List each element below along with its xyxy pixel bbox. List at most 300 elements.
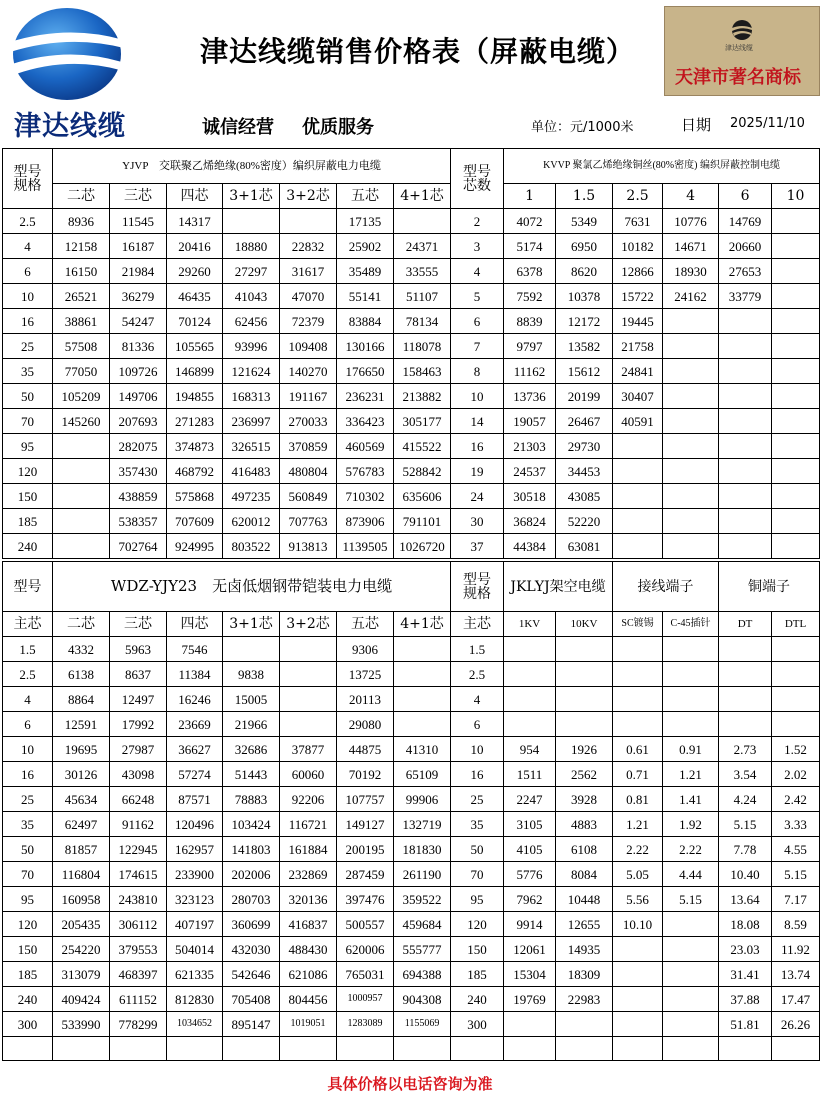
rb-spec-cell: 16 (451, 762, 504, 787)
kvvp-cores-cell: 7 (451, 334, 504, 359)
kvvp-price-cell (613, 459, 663, 484)
rb-price-cell (719, 662, 772, 687)
yjvp-price-cell: 480804 (280, 459, 337, 484)
kvvp-price-cell (772, 384, 820, 409)
wdz-price-cell (280, 637, 337, 662)
yjvp-price-cell: 194855 (167, 384, 223, 409)
rb-price-cell: 2.22 (613, 837, 663, 862)
table-row (3, 737, 820, 762)
wdz-main-core-label: 主芯 (3, 612, 53, 637)
rb-price-cell (772, 662, 820, 687)
wdz-price-cell: 620006 (337, 937, 394, 962)
yjvp-column-header: 四芯 (167, 184, 223, 209)
yjvp-price-cell: 305177 (394, 409, 451, 434)
kvvp-price-cell (613, 434, 663, 459)
wdz-price-cell: 15005 (223, 687, 280, 712)
wdz-price-cell: 23669 (167, 712, 223, 737)
yjvp-price-cell: 326515 (223, 434, 280, 459)
wdz-price-cell: 323123 (167, 887, 223, 912)
wdz-price-cell: 611152 (110, 987, 167, 1012)
yjvp-price-cell: 14317 (167, 209, 223, 234)
table-row (3, 862, 820, 887)
yjvp-price-cell: 57508 (53, 334, 110, 359)
yjvp-price-cell: 26521 (53, 284, 110, 309)
kvvp-column-header: 2.5 (613, 184, 663, 209)
wdz-spec-cell: 50 (3, 837, 53, 862)
rb-price-cell: 4.24 (719, 787, 772, 812)
kvvp-price-cell: 10182 (613, 234, 663, 259)
rb-price-cell (613, 987, 663, 1012)
kvvp-column-header: 4 (663, 184, 719, 209)
yjvp-price-cell: 18880 (223, 234, 280, 259)
rb-price-cell: 10.10 (613, 912, 663, 937)
yjvp-spec-cell: 95 (3, 434, 53, 459)
kvvp-price-cell (663, 484, 719, 509)
yjvp-price-cell: 29260 (167, 259, 223, 284)
wdz-spec-cell: 95 (3, 887, 53, 912)
wdz-price-cell: 16246 (167, 687, 223, 712)
wdz-price-cell: 488430 (280, 937, 337, 962)
wdz-price-cell: 1283089 (337, 1012, 394, 1037)
wdz-column-header: 四芯 (167, 612, 223, 637)
yjvp-price-cell (53, 459, 110, 484)
kvvp-price-cell (663, 309, 719, 334)
yjvp-price-cell: 16150 (53, 259, 110, 284)
table-row (3, 662, 820, 687)
rb-price-cell (663, 912, 719, 937)
kvvp-price-cell (663, 509, 719, 534)
yjvp-price-cell (53, 509, 110, 534)
wdz-price-cell: 13725 (337, 662, 394, 687)
yjvp-price-cell: 528842 (394, 459, 451, 484)
rb-price-cell: 12061 (504, 937, 556, 962)
table-row (3, 334, 820, 359)
rb-spec-cell: 2.5 (451, 662, 504, 687)
empty-cell (663, 1037, 719, 1061)
wdz-column-header: 五芯 (337, 612, 394, 637)
table-row (3, 837, 820, 862)
yjvp-price-cell (53, 434, 110, 459)
rb-price-cell (663, 937, 719, 962)
kvvp-price-cell: 34453 (556, 459, 613, 484)
wdz-spec-cell: 16 (3, 762, 53, 787)
wdz-price-cell: 66248 (110, 787, 167, 812)
rb-price-cell: 8084 (556, 862, 613, 887)
wdz-price-cell: 4332 (53, 637, 110, 662)
wdz-price-cell: 261190 (394, 862, 451, 887)
table-row (3, 987, 820, 1012)
wdz-price-cell: 533990 (53, 1012, 110, 1037)
yjvp-price-cell: 158463 (394, 359, 451, 384)
kvvp-price-cell: 4072 (504, 209, 556, 234)
yjvp-price-cell: 25902 (337, 234, 394, 259)
rb-price-cell: 1.41 (663, 787, 719, 812)
rb-price-cell: 4.55 (772, 837, 820, 862)
table-row (3, 409, 820, 434)
rb-spec-cell: 240 (451, 987, 504, 1012)
kvvp-price-cell: 24537 (504, 459, 556, 484)
rb-price-cell: 3105 (504, 812, 556, 837)
rb-model-label: 型号 (463, 571, 492, 588)
rb-price-cell: 0.71 (613, 762, 663, 787)
wdz-price-cell: 36627 (167, 737, 223, 762)
yjvp-price-cell: 149706 (110, 384, 167, 409)
bottom-price-table (2, 561, 820, 1061)
rb-price-cell: 23.03 (719, 937, 772, 962)
rb-spec-cell: 10 (451, 737, 504, 762)
yjvp-price-cell: 191167 (280, 384, 337, 409)
kvvp-price-cell (719, 334, 772, 359)
wdz-spec-cell: 6 (3, 712, 53, 737)
kvvp-price-cell (719, 434, 772, 459)
yjvp-spec-label: 规格 (13, 177, 42, 194)
yjvp-price-cell: 168313 (223, 384, 280, 409)
kvvp-cores-cell: 10 (451, 384, 504, 409)
rb-price-cell: 10448 (556, 887, 613, 912)
rb-spec-cell: 1.5 (451, 637, 504, 662)
table-row (3, 284, 820, 309)
kvvp-price-cell: 10378 (556, 284, 613, 309)
yjvp-price-cell: 78134 (394, 309, 451, 334)
rb-main-core-label: 主芯 (451, 612, 504, 637)
rb-price-cell (663, 712, 719, 737)
kvvp-price-cell (772, 359, 820, 384)
table-row (3, 887, 820, 912)
rb-price-cell: 5.15 (772, 862, 820, 887)
copper-terminal-title: 铜端子 (719, 562, 820, 612)
yjvp-column-header: 4+1芯 (394, 184, 451, 209)
yjvp-price-cell: 121624 (223, 359, 280, 384)
wdz-price-cell: 120496 (167, 812, 223, 837)
kvvp-price-cell: 33779 (719, 284, 772, 309)
rb-price-cell: 8.59 (772, 912, 820, 937)
wdz-spec-cell: 120 (3, 912, 53, 937)
empty-cell (719, 1037, 772, 1061)
empty-cell (772, 1037, 820, 1061)
yjvp-price-cell: 336423 (337, 409, 394, 434)
kvvp-price-cell: 8620 (556, 259, 613, 284)
wdz-price-cell (394, 637, 451, 662)
rb-price-cell: 22983 (556, 987, 613, 1012)
kvvp-price-cell: 43085 (556, 484, 613, 509)
wdz-price-cell: 459684 (394, 912, 451, 937)
wdz-price-cell: 287459 (337, 862, 394, 887)
yjvp-price-cell: 146899 (167, 359, 223, 384)
wdz-price-cell: 904308 (394, 987, 451, 1012)
rb-price-cell: 1.21 (663, 762, 719, 787)
kvvp-price-cell: 40591 (613, 409, 663, 434)
yjvp-price-cell: 460569 (337, 434, 394, 459)
kvvp-price-cell: 15612 (556, 359, 613, 384)
wdz-price-cell (394, 687, 451, 712)
wdz-price-cell: 27987 (110, 737, 167, 762)
wdz-price-cell: 500557 (337, 912, 394, 937)
rb-price-cell (504, 1012, 556, 1037)
rb-price-cell: 11.92 (772, 937, 820, 962)
rb-price-cell: 15304 (504, 962, 556, 987)
rb-price-cell (663, 637, 719, 662)
yjvp-price-cell: 416483 (223, 459, 280, 484)
rb-price-cell (556, 1012, 613, 1037)
kvvp-price-cell: 6378 (504, 259, 556, 284)
kvvp-price-cell: 19445 (613, 309, 663, 334)
rb-price-cell (556, 687, 613, 712)
kvvp-cores-cell: 19 (451, 459, 504, 484)
table-row (3, 912, 820, 937)
kvvp-price-cell: 52220 (556, 509, 613, 534)
rb-spec-cell: 185 (451, 962, 504, 987)
wdz-price-cell: 62497 (53, 812, 110, 837)
table-row (3, 234, 820, 259)
table-row (3, 384, 820, 409)
yjvp-price-cell: 55141 (337, 284, 394, 309)
yjvp-price-cell: 702764 (110, 534, 167, 559)
kvvp-price-cell: 8839 (504, 309, 556, 334)
yjvp-price-cell: 707763 (280, 509, 337, 534)
table-row (3, 459, 820, 484)
kvvp-price-cell (663, 359, 719, 384)
yjvp-price-cell: 8936 (53, 209, 110, 234)
kvvp-price-cell: 18930 (663, 259, 719, 284)
rb-price-cell (504, 712, 556, 737)
kvvp-price-cell (719, 409, 772, 434)
wdz-price-cell: 243810 (110, 887, 167, 912)
rb-price-cell: 1.52 (772, 737, 820, 762)
yjvp-price-cell: 707609 (167, 509, 223, 534)
wdz-price-cell: 30126 (53, 762, 110, 787)
kvvp-price-cell: 12866 (613, 259, 663, 284)
wdz-price-cell: 233900 (167, 862, 223, 887)
wdz-column-header: 二芯 (53, 612, 110, 637)
yjvp-price-cell: 109726 (110, 359, 167, 384)
kvvp-price-cell (772, 209, 820, 234)
slogan-integrity: 诚信经营 (202, 117, 274, 138)
empty-cell (223, 1037, 280, 1061)
kvvp-price-cell (772, 334, 820, 359)
kvvp-price-cell (663, 534, 719, 559)
rb-price-cell (772, 712, 820, 737)
table-row (3, 787, 820, 812)
rb-price-cell (719, 687, 772, 712)
wdz-price-cell: 103424 (223, 812, 280, 837)
wdz-price-cell: 205435 (53, 912, 110, 937)
yjvp-price-cell: 20416 (167, 234, 223, 259)
yjvp-column-header: 3+2芯 (280, 184, 337, 209)
kvvp-price-cell: 19057 (504, 409, 556, 434)
rb-price-cell: 1511 (504, 762, 556, 787)
yjvp-price-cell: 560849 (280, 484, 337, 509)
wdz-price-cell: 9838 (223, 662, 280, 687)
kvvp-price-cell: 10776 (663, 209, 719, 234)
kvvp-price-cell: 24841 (613, 359, 663, 384)
kvvp-price-cell (613, 484, 663, 509)
yjvp-price-cell (280, 209, 337, 234)
yjvp-column-header: 二芯 (53, 184, 110, 209)
rb-price-cell (556, 662, 613, 687)
rb-spec-cell: 95 (451, 887, 504, 912)
kvvp-price-cell: 5349 (556, 209, 613, 234)
wdz-price-cell: 92206 (280, 787, 337, 812)
kvvp-price-cell: 44384 (504, 534, 556, 559)
wdz-price-cell: 43098 (110, 762, 167, 787)
kvvp-price-cell: 36824 (504, 509, 556, 534)
kvvp-cores-cell: 4 (451, 259, 504, 284)
rb-price-cell: 37.88 (719, 987, 772, 1012)
yjvp-price-cell: 1139505 (337, 534, 394, 559)
empty-cell (451, 1037, 504, 1061)
rb-price-cell: 18309 (556, 962, 613, 987)
yjvp-price-cell: 236997 (223, 409, 280, 434)
kvvp-price-cell: 14769 (719, 209, 772, 234)
wdz-price-cell (280, 662, 337, 687)
wdz-price-cell: 379553 (110, 937, 167, 962)
wdz-price-cell: 161884 (280, 837, 337, 862)
table-row (3, 687, 820, 712)
wdz-price-cell: 416837 (280, 912, 337, 937)
kvvp-price-cell: 63081 (556, 534, 613, 559)
rb-price-cell: 2562 (556, 762, 613, 787)
rb-price-cell: 5.56 (613, 887, 663, 912)
wdz-price-cell: 160958 (53, 887, 110, 912)
rb-price-cell: 5.15 (719, 812, 772, 837)
plaque-logo-icon (731, 19, 753, 41)
page-title: 津达线缆销售价格表（屏蔽电缆） (200, 35, 636, 68)
yjvp-price-cell: 415522 (394, 434, 451, 459)
rb-price-cell (663, 662, 719, 687)
yjvp-price-cell: 145260 (53, 409, 110, 434)
kvvp-price-cell (772, 434, 820, 459)
wdz-price-cell: 200195 (337, 837, 394, 862)
yjvp-price-cell: 105565 (167, 334, 223, 359)
rb-price-cell (719, 637, 772, 662)
rb-price-cell (556, 712, 613, 737)
yjvp-spec-cell: 50 (3, 384, 53, 409)
yjvp-price-cell: 47070 (280, 284, 337, 309)
kvvp-model-cores-header (451, 149, 504, 209)
yjvp-price-cell: 497235 (223, 484, 280, 509)
kvvp-price-cell (772, 484, 820, 509)
rb-price-cell: 10.40 (719, 862, 772, 887)
table-row (3, 359, 820, 384)
yjvp-price-cell: 17135 (337, 209, 394, 234)
wdz-price-cell: 5963 (110, 637, 167, 662)
yjvp-price-cell: 468792 (167, 459, 223, 484)
wdz-price-cell: 232869 (280, 862, 337, 887)
yjvp-spec-cell: 70 (3, 409, 53, 434)
kvvp-price-cell (719, 509, 772, 534)
empty-cell (3, 1037, 53, 1061)
rb-price-cell (504, 687, 556, 712)
yjvp-price-cell: 62456 (223, 309, 280, 334)
yjvp-price-cell: 70124 (167, 309, 223, 334)
wdz-price-cell: 149127 (337, 812, 394, 837)
rb-price-cell (663, 687, 719, 712)
wdz-price-cell: 20113 (337, 687, 394, 712)
rb-price-cell: 2.02 (772, 762, 820, 787)
wdz-price-cell: 19695 (53, 737, 110, 762)
yjvp-price-cell (53, 484, 110, 509)
wdz-price-cell: 57274 (167, 762, 223, 787)
wdz-spec-cell: 1.5 (3, 637, 53, 662)
rb-price-cell (613, 662, 663, 687)
yjvp-price-cell: 31617 (280, 259, 337, 284)
header (0, 0, 820, 148)
wdz-price-cell: 359522 (394, 887, 451, 912)
wdz-price-cell: 116721 (280, 812, 337, 837)
kvvp-title: KVVP 聚氯乙烯绝缘铜丝(80%密度) 编织屏蔽控制电缆 (504, 149, 820, 184)
rb-spec-cell: 150 (451, 937, 504, 962)
yjvp-spec-cell: 35 (3, 359, 53, 384)
rb-price-cell: 0.81 (613, 787, 663, 812)
table-row (3, 484, 820, 509)
kvvp-price-cell (663, 409, 719, 434)
kvvp-column-header: 1.5 (556, 184, 613, 209)
yjvp-title: YJVP 交联聚乙烯绝缘(80%密度）编织屏蔽电力电缆 (53, 149, 451, 184)
rb-spec-cell: 50 (451, 837, 504, 862)
yjvp-price-cell: 36279 (110, 284, 167, 309)
yjvp-price-cell: 924995 (167, 534, 223, 559)
rb-price-cell: 7.78 (719, 837, 772, 862)
rb-spec-cell: 25 (451, 787, 504, 812)
table-row (3, 259, 820, 284)
wdz-price-cell: 694388 (394, 962, 451, 987)
wdz-spec-cell: 70 (3, 862, 53, 887)
rb-price-cell (613, 637, 663, 662)
rb-price-cell: 5776 (504, 862, 556, 887)
yjvp-price-cell: 33555 (394, 259, 451, 284)
rb-price-cell: 17.47 (772, 987, 820, 1012)
wdz-price-cell: 8864 (53, 687, 110, 712)
rb-price-cell (663, 987, 719, 1012)
rb-column-header: 10KV (556, 612, 613, 637)
kvvp-price-cell: 14671 (663, 234, 719, 259)
wdz-price-cell: 65109 (394, 762, 451, 787)
wdz-price-cell: 9306 (337, 637, 394, 662)
wdz-spec-cell: 150 (3, 937, 53, 962)
wdz-price-cell: 621335 (167, 962, 223, 987)
wdz-price-cell: 1155069 (394, 1012, 451, 1037)
wdz-price-cell: 122945 (110, 837, 167, 862)
rb-price-cell (613, 712, 663, 737)
wdz-spec-cell: 10 (3, 737, 53, 762)
table-row (3, 762, 820, 787)
slogan-service: 优质服务 (302, 117, 374, 138)
yjvp-price-cell: 105209 (53, 384, 110, 409)
yjvp-spec-cell: 10 (3, 284, 53, 309)
yjvp-price-cell: 12158 (53, 234, 110, 259)
rb-price-cell: 5.05 (613, 862, 663, 887)
wdz-price-cell: 360699 (223, 912, 280, 937)
table-row (3, 1012, 820, 1037)
rb-price-cell: 12655 (556, 912, 613, 937)
yjvp-price-cell: 620012 (223, 509, 280, 534)
rb-price-cell: 9914 (504, 912, 556, 937)
yjvp-column-header: 3+1芯 (223, 184, 280, 209)
rb-price-cell: 14935 (556, 937, 613, 962)
wdz-price-cell: 12591 (53, 712, 110, 737)
yjvp-price-cell: 81336 (110, 334, 167, 359)
yjvp-spec-cell: 6 (3, 259, 53, 284)
kvvp-price-cell (772, 459, 820, 484)
logo-text: 津达线缆 (14, 111, 126, 142)
yjvp-price-cell: 21984 (110, 259, 167, 284)
wdz-price-cell: 1000957 (337, 987, 394, 1012)
empty-cell (504, 1037, 556, 1061)
wdz-price-cell: 162957 (167, 837, 223, 862)
wdz-price-cell: 70192 (337, 762, 394, 787)
rb-price-cell (613, 1012, 663, 1037)
kvvp-price-cell: 20660 (719, 234, 772, 259)
